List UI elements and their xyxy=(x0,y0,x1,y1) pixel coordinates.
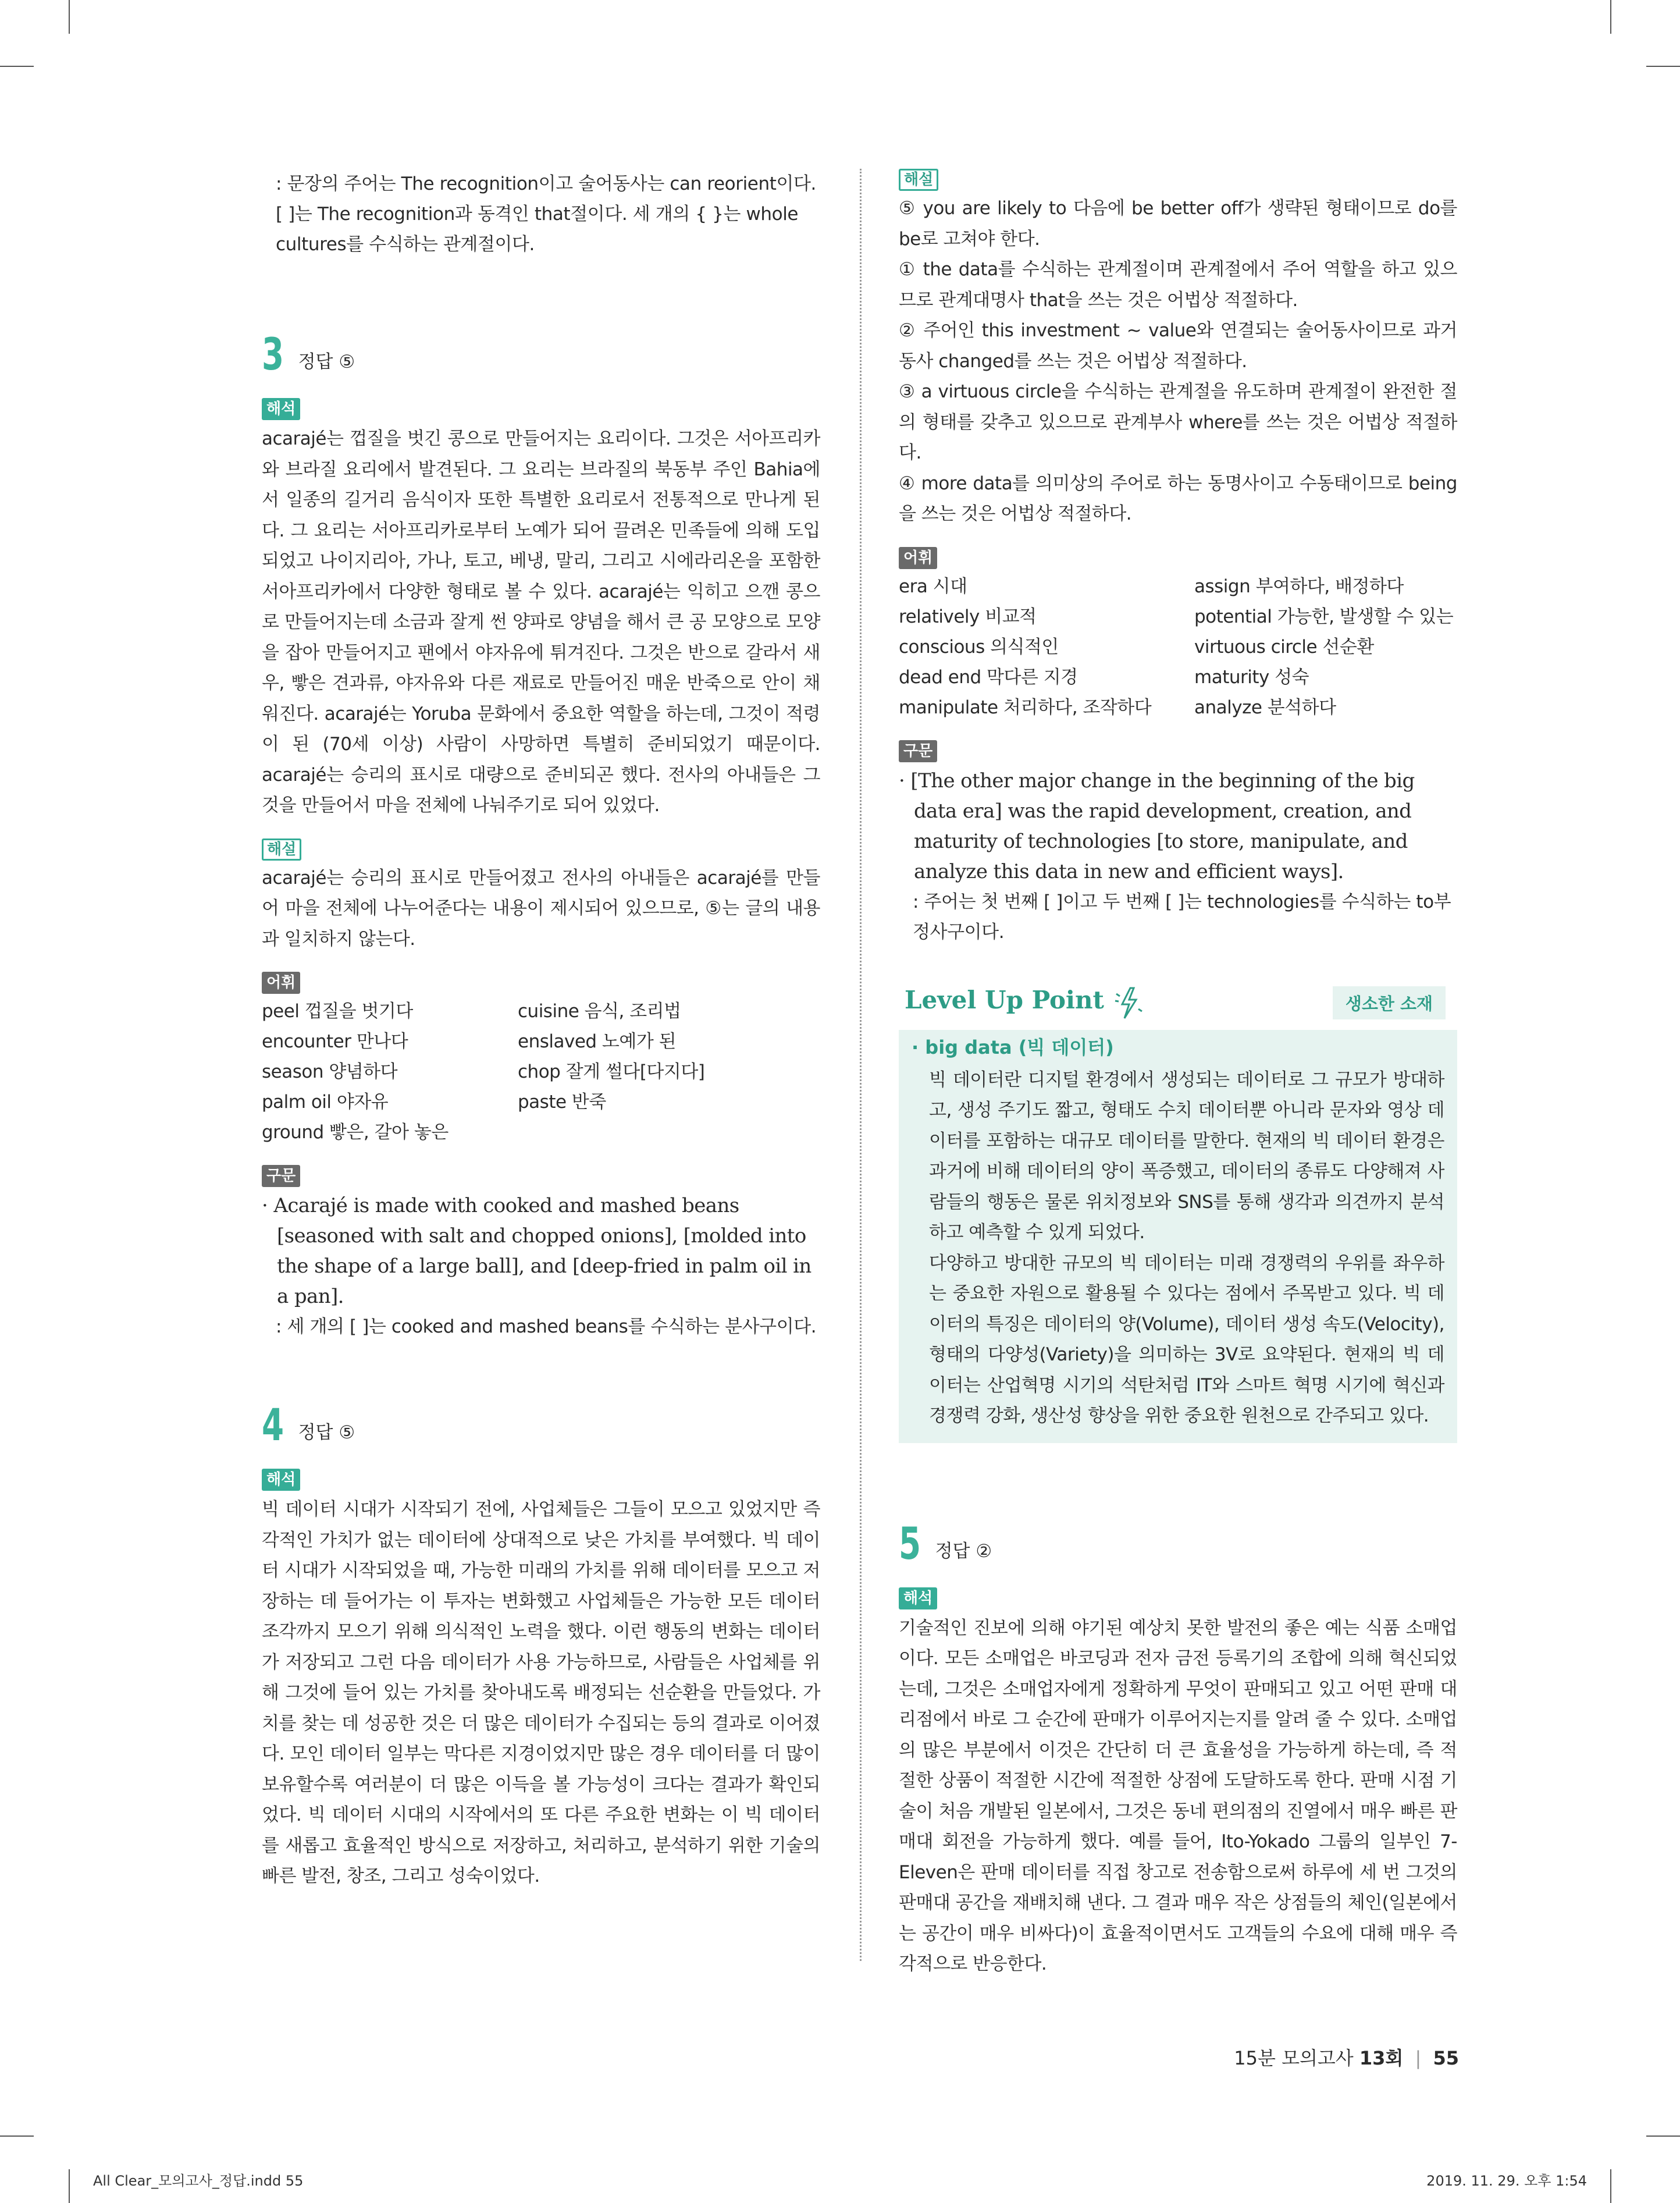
vocab-item: cuisine 음식, 조리법 xyxy=(518,1001,681,1022)
crop-mark xyxy=(1646,66,1680,67)
crop-mark xyxy=(0,66,34,67)
vocab-item: analyze 분석하다 xyxy=(1194,697,1336,718)
vocab-item: season 양념하다 xyxy=(262,1061,398,1082)
vocab-item: ground 빻은, 갈아 놓은 xyxy=(262,1122,449,1143)
column-divider xyxy=(860,169,862,1961)
level-up-point-box xyxy=(899,976,1457,1443)
crop-mark xyxy=(1646,2136,1680,2137)
vocab-item: manipulate 처리하다, 조작하다 xyxy=(899,697,1152,718)
syntax-sentence: · [The other major change in the beginning of the big data era] was the rapid development, creation, and maturity of technologies [to store, manipulate, and analyze this data in new and efficient ways]. xyxy=(899,769,1415,883)
explanation-badge: 해설 xyxy=(899,169,938,191)
left-column xyxy=(262,169,820,1892)
vocab-item: virtuous circle 선순환 xyxy=(1194,636,1374,658)
series-name: 15분 모의고사 xyxy=(1234,2047,1354,2069)
explanation-badge: 해설 xyxy=(262,838,301,861)
page-footer xyxy=(1234,2044,1459,2070)
vocab-item: dead end 막다른 지경 xyxy=(899,666,1078,688)
syntax-sentence: · Acarajé is made with cooked and mashed beans [seasoned with salt and chopped onions], [molded into the shape of a large ball], and [deep-fried in palm oil in a pan]. xyxy=(262,1194,811,1308)
interpretation-badge: 해석 xyxy=(262,398,300,420)
level-up-subtitle: · big data (빅 데이터) xyxy=(912,1036,1114,1058)
footer-separator: | xyxy=(1415,2047,1422,2069)
interpretation-text: acarajé는 껍질을 벗긴 콩으로 만들어지는 요리이다. 그것은 서아프리카와 브라질 요리에서 발견된다. 그 요리는 브라질의 북동부 주인 Bahia에서 일종의 길거리 음식이자 또한 특별한 요리로서 전통적으로 만나게 된다. 그 요리는 서아프리카로부터 노예가 되어 끌려온 민족들에 의해 도입되었고 나이지리아, 가나, 토고, 베냉, 말리, 그리고 시에라리온을 포함한 서아프리카에서 다양한 형태로 볼 수 있다. acarajé는 익히고 으깬 콩으로 만들어지는데 소금과 잘게 썬 양파로 양념을 해서 큰 공 모양으로 모양을 잡아 만들어지고 팬에서 야자유에 튀겨진다. 그것은 반으로 갈라서 새우, 빻은 견과류, 야자유와 다른 재료로 만들어진 매운 반죽으로 안이 채워진다. acarajé는 Yoruba 문화에서 중요한 역할을 하는데, 그것이 적령이 된 (70세 이상) 사람이 사망하면 특별히 준비되었기 때문이다. acarajé는 승리의 표시로 대량으로 준비되곤 했다. 전사의 아내들은 그것을 만들어서 마을 전체에 나눠주기로 되어 있었다. xyxy=(262,428,820,816)
question-number: 4 xyxy=(262,1399,283,1451)
vocabulary-badge: 어휘 xyxy=(262,972,300,994)
interpretation-text: 기술적인 진보에 의해 야기된 예상치 못한 발전의 좋은 예는 식품 소매업이다. 모든 소매업은 바코딩과 전자 금전 등록기의 조합에 의해 혁신되었는데, 그것은 소매업자에게 정확하게 무엇이 판매되고 있고 어떤 판매 대리점에서 바로 그 순간에 판매가 이루어지는지를 알려 줄 수 있다. 소매업의 많은 부분에서 이것은 간단히 더 큰 효율성을 가능하게 하는데, 즉 적절한 상품이 적절한 시간에 적절한 상점에 도달하도록 한다. 판매 시점 기술이 처음 개발된 일본에서, 그것은 동네 편의점의 진열에서 매우 빠른 판매대 회전을 가능하게 했다. 예를 들어, Ito-Yokado 그룹의 일부인 7-Eleven은 판매 데이터를 직접 창고로 전송함으로써 하루에 세 번 그것의 판매대 공간을 재배치해 낸다. 그 결과 매우 작은 상점들의 체인(일본에서는 공간이 매우 비싸다)이 효율적이면서도 고객들의 수요에 대해 매우 즉각적으로 반응한다. xyxy=(899,1617,1457,1974)
interpretation-badge: 해석 xyxy=(262,1469,300,1491)
vocabulary-list xyxy=(262,996,820,1147)
level-up-body xyxy=(899,1065,1457,1431)
crop-mark xyxy=(0,2136,34,2137)
level-up-title: Level Up Point xyxy=(905,986,1143,1021)
level-up-paragraph: 다양하고 방대한 규모의 빅 데이터는 미래 경쟁력의 우위를 좌우하는 중요한 자원으로 활용될 수 있다는 점에서 주목받고 있다. 빅 데이터의 특징은 데이터의 양(Volume), 데이터 생성 속도(Velocity), 형태의 다양성(Variety)을 의미하는 3V로 요약된다. 현재의 빅 데이터는 산업혁명 시기의 석탄처럼 IT와 스마트 혁명 시기에 혁신과 경쟁력 강화, 생산성 향상을 위한 중요한 원천으로 간주되고 있다. xyxy=(929,1252,1444,1426)
crop-mark xyxy=(1610,0,1611,34)
syntax-note: : 세 개의 [ ]는 cooked and mashed beans를 수식하는 분사구이다. xyxy=(276,1316,817,1337)
explanation-list xyxy=(899,193,1457,530)
vocab-item: peel 껍질을 벗기다 xyxy=(262,1001,413,1022)
interpretation-badge: 해석 xyxy=(899,1587,937,1609)
file-slug: All Clear_모의고사_정답.indd 55 xyxy=(93,2173,304,2189)
vocabulary-badge: 어휘 xyxy=(899,547,937,569)
answer-label: 정답 ⑤ xyxy=(298,351,355,372)
vocab-item: maturity 성숙 xyxy=(1194,666,1309,688)
date-slug: 2019. 11. 29. 오후 1:54 xyxy=(1426,2173,1587,2189)
intro-note: : 문장의 주어는 The recognition이고 술어동사는 can reorient이다. [ ]는 The recognition과 동격인 that절이다. 세 개의 { }는 whole cultures를 수식하는 관계절이다. xyxy=(276,173,817,255)
level-up-header xyxy=(899,976,1457,1030)
round-number: 13회 xyxy=(1359,2047,1404,2069)
right-column xyxy=(899,169,1457,1980)
interpretation-text: 빅 데이터 시대가 시작되기 전에, 사업체들은 그들이 모으고 있었지만 즉각적인 가치가 없는 데이터에 상대적으로 낮은 가치를 부여했다. 빅 데이터 시대가 시작되었을 때, 가능한 미래의 가치를 위해 데이터를 모으고 저장하는 데 들어가는 이 투자는 변화했고 사업체들은 가능한 모든 데이터 조각까지 모으기 위해 의식적인 노력을 했다. 이런 행동의 변화는 데이터가 저장되고 그런 다음 데이터가 사용 가능하므로, 사람들은 사업체를 위해 그것에 들어 있는 가치를 찾아내도록 배정되는 선순환을 만들었다. 가치를 찾는 데 성공한 것은 더 많은 데이터가 수집되는 등의 결과로 이어졌다. 모인 데이터 일부는 막다른 지경이었지만 많은 경우 데이터를 더 많이 보유할수록 여러분이 더 많은 이득을 볼 가능성이 크다는 결과가 확인되었다. 빅 데이터 시대의 시작에서의 또 다른 주요한 변화는 이 빅 데이터를 새롭고 효율적인 방식으로 저장하고, 처리하고, 분석하기 위한 기술의 빠른 발전, 창조, 그리고 성숙이었다. xyxy=(262,1499,820,1886)
vocab-item: paste 반죽 xyxy=(518,1092,606,1113)
vocab-item: enslaved 노예가 된 xyxy=(518,1031,677,1052)
question-4-header xyxy=(262,1399,820,1451)
vocab-item: assign 부여하다, 배정하다 xyxy=(1194,575,1404,597)
crop-mark xyxy=(69,2169,70,2203)
vocab-item: conscious 의식적인 xyxy=(899,636,1059,658)
lightning-icon xyxy=(1113,986,1143,1021)
question-5-header xyxy=(899,1517,1457,1569)
question-3-header xyxy=(262,328,820,380)
explanation-item: ① the data를 수식하는 관계절이며 관계절에서 주어 역할을 하고 있으므로 관계대명사 that을 쓰는 것은 어법상 적절하다. xyxy=(899,259,1457,311)
level-up-paragraph: 빅 데이터란 디지털 환경에서 생성되는 데이터로 그 규모가 방대하고, 생성 주기도 짧고, 형태도 수치 데이터뿐 아니라 문자와 영상 데이터를 포함하는 대규모 데이터를 말한다. 현재의 빅 데이터 환경은 과거에 비해 데이터의 양이 폭증했고, 데이터의 종류도 다양해져 사람들의 행동은 물론 위치정보와 SNS를 통해 생각과 의견까지 분석하고 예측할 수 있게 되었다. xyxy=(929,1069,1444,1243)
vocab-item: encounter 만나다 xyxy=(262,1031,408,1052)
explanation-item: ⑤ you are likely to 다음에 be better off가 생략된 형태이므로 do를 be로 고쳐야 한다. xyxy=(899,198,1457,250)
question-number: 5 xyxy=(899,1517,920,1569)
syntax-badge: 구문 xyxy=(262,1165,300,1187)
syntax-note: : 주어는 첫 번째 [ ]이고 두 번째 [ ]는 technologies를 수식하는 to부정사구이다. xyxy=(913,891,1451,943)
vocab-item: relatively 비교적 xyxy=(899,606,1037,627)
crop-mark xyxy=(1610,2169,1611,2203)
explanation-item: ② 주어인 this investment ~ value와 연결되는 술어동사이므로 과거동사 changed를 쓰는 것은 어법상 적절하다. xyxy=(899,320,1457,372)
level-up-tag: 생소한 소재 xyxy=(1333,986,1446,1019)
crop-mark xyxy=(69,0,70,34)
vocab-item: chop 잘게 썰다[다지다] xyxy=(518,1061,705,1082)
explanation-text: acarajé는 승리의 표시로 만들어졌고 전사의 아내들은 acarajé를 만들어 마을 전체에 나누어준다는 내용이 제시되어 있으므로, ⑤는 글의 내용과 일치하지 않는다. xyxy=(262,867,820,950)
explanation-item: ③ a virtuous circle을 수식하는 관계절을 유도하며 관계절이 완전한 절의 형태를 갖추고 있으므로 관계부사 where를 쓰는 것은 어법상 적절하다. xyxy=(899,381,1457,463)
page-number: 55 xyxy=(1433,2047,1459,2069)
answer-label: 정답 ⑤ xyxy=(298,1422,355,1443)
question-number: 3 xyxy=(262,328,283,380)
vocab-item: palm oil 야자유 xyxy=(262,1092,389,1113)
explanation-item: ④ more data를 의미상의 주어로 하는 동명사이고 수동태이므로 being을 쓰는 것은 어법상 적절하다. xyxy=(899,472,1457,524)
syntax-badge: 구문 xyxy=(899,740,937,762)
vocabulary-list xyxy=(899,571,1457,723)
vocab-item: potential 가능한, 발생할 수 있는 xyxy=(1194,606,1454,627)
vocab-item: era 시대 xyxy=(899,575,967,597)
answer-label: 정답 ② xyxy=(935,1540,992,1562)
